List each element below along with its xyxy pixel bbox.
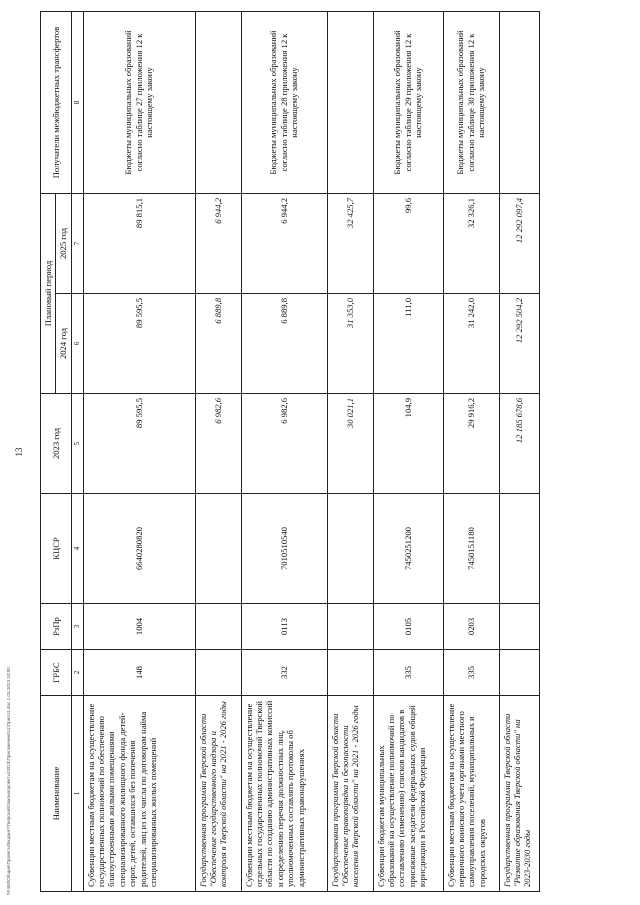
row-grbs	[327, 650, 373, 696]
row-kcsr: 7450151180	[443, 494, 499, 604]
row-2024: 12 292 504,2	[499, 294, 539, 394]
row-2023: 6 982,6	[241, 394, 327, 494]
row-kcsr	[327, 494, 373, 604]
row-kcsr: 7010510540	[241, 494, 327, 604]
row-name: Субвенции местным бюджетам на осуществление государственных полномочий по обеспечению благоустроенными жилыми помещениями специализированного жилищного фонда детей-сирот, детей, оставшихся без попечения родителей, лиц из их числа по договорам найма специализированных жилых помещений	[83, 696, 195, 892]
row-recipient	[499, 11, 539, 193]
row-kcsr: 6640280820	[83, 494, 195, 604]
row-name: Субвенции местным бюджетам на осуществление отдельных государственных полномочий Тверской области по созданию административных комиссий и определению перечня должностных лиц, уполномоченных составлять протоколы об административных правонарушениях	[241, 696, 327, 892]
table-row	[373, 11, 443, 891]
row-recipient	[195, 11, 241, 193]
col-num-7: 7	[71, 193, 83, 293]
header-recipient: Получатели межбюджетных трансфертов	[41, 11, 72, 193]
header-row-1	[41, 11, 56, 891]
row-rzpr: 0203	[443, 604, 499, 650]
table-row	[443, 11, 499, 891]
header-2024: 2024 год	[56, 294, 71, 394]
row-name: Государственная программа Тверской области "Обеспечение государственного надзора и контроля в Тверской области" на 2021 - 2026 годы	[195, 696, 241, 892]
row-rzpr: 0113	[241, 604, 327, 650]
row-2025: 89 815,1	[83, 193, 195, 293]
col-num-4: 4	[71, 494, 83, 604]
row-2025: 99,6	[373, 193, 443, 293]
row-kcsr	[499, 494, 539, 604]
row-grbs	[195, 650, 241, 696]
row-2023: 12 185 678,6	[499, 394, 539, 494]
row-recipient	[327, 11, 373, 193]
table-row	[327, 11, 373, 891]
row-2025: 32 326,1	[443, 193, 499, 293]
row-2025: 32 425,7	[327, 193, 373, 293]
row-rzpr: 1004	[83, 604, 195, 650]
row-grbs	[499, 650, 539, 696]
row-rzpr	[195, 604, 241, 650]
column-number-row	[71, 11, 83, 891]
header-grbs: ГРБС	[41, 650, 72, 696]
row-2025: 12 292 097,4	[499, 193, 539, 293]
col-num-3: 3	[71, 604, 83, 650]
row-rzpr: 0105	[373, 604, 443, 650]
table-row	[83, 11, 195, 891]
row-rzpr	[327, 604, 373, 650]
row-2023: 30 021,1	[327, 394, 373, 494]
col-num-6: 6	[71, 294, 83, 394]
col-num-1: 1	[71, 696, 83, 892]
file-path-text: \\F400\Общие\Проекты\Бюджет\Тверской\Законопроекты\2023\Приложения\11\Прил11.doc 1.03.2023 10:00	[6, 667, 11, 895]
table-row	[195, 11, 241, 891]
row-2023: 29 916,2	[443, 394, 499, 494]
row-grbs: 335	[443, 650, 499, 696]
col-num-2: 2	[71, 650, 83, 696]
row-name: Субвенции бюджетам муниципальных образований на осуществление полномочий по составлению (изменению) списков кандидатов в присяжные заседатели федеральных судов общей юрисдикции в Российской Федерации	[373, 696, 443, 892]
row-name: Государственная программа Тверской области "Обеспечение правопорядка и безопасности населения Тверской области" на 2021 - 2026 годы	[327, 696, 373, 892]
row-2024: 6 889,8	[195, 294, 241, 394]
row-recipient: Бюджеты муниципальных образований согласно таблице 27 приложения 12 к настоящему закону	[83, 11, 195, 193]
row-2025: 6 944,2	[195, 193, 241, 293]
rotated-table-area	[14, 12, 600, 892]
header-plan-period: Плановый период	[41, 193, 56, 393]
header-kcsr: КЦСР	[41, 494, 72, 604]
row-2024: 31 242,0	[443, 294, 499, 394]
row-recipient: Бюджеты муниципальных образований согласно таблице 30 приложения 12 к настоящему закону	[443, 11, 499, 193]
row-grbs: 332	[241, 650, 327, 696]
row-2024: 89 595,5	[83, 294, 195, 394]
row-recipient: Бюджеты муниципальных образований согласно таблице 29 приложения 12 к настоящему закону	[373, 11, 443, 193]
row-name: Государственная программа Тверской области "Развитие образования Тверской области" на 2023-2030 годы	[499, 696, 539, 892]
row-2024: 111,0	[373, 294, 443, 394]
row-2025: 6 944,2	[241, 193, 327, 293]
col-num-5: 5	[71, 394, 83, 494]
transfers-table	[40, 11, 540, 892]
row-grbs: 335	[373, 650, 443, 696]
row-kcsr: 7450251200	[373, 494, 443, 604]
row-2024: 6 889,8	[241, 294, 327, 394]
row-2024: 31 353,0	[327, 294, 373, 394]
row-2023: 104,9	[373, 394, 443, 494]
file-path-footer	[6, 640, 12, 900]
page-number: 13	[14, 447, 24, 457]
row-2023: 89 595,5	[83, 394, 195, 494]
row-kcsr	[195, 494, 241, 604]
row-recipient: Бюджеты муниципальных образований согласно таблице 28 приложения 12 к настоящему закону	[241, 11, 327, 193]
col-num-8: 8	[71, 11, 83, 193]
table-row	[241, 11, 327, 891]
header-2025: 2025 год	[56, 193, 71, 293]
header-rzpr: РзПр	[41, 604, 72, 650]
header-name: Наименование	[41, 696, 72, 892]
row-rzpr	[499, 604, 539, 650]
table-row	[499, 11, 539, 891]
row-2023: 6 982,6	[195, 394, 241, 494]
header-2023: 2023 год	[41, 394, 72, 494]
row-name: Субвенции местным бюджетам на осуществление первичного воинского учета органами местного самоуправления поселений, муниципальных и городских округов	[443, 696, 499, 892]
row-grbs: 148	[83, 650, 195, 696]
